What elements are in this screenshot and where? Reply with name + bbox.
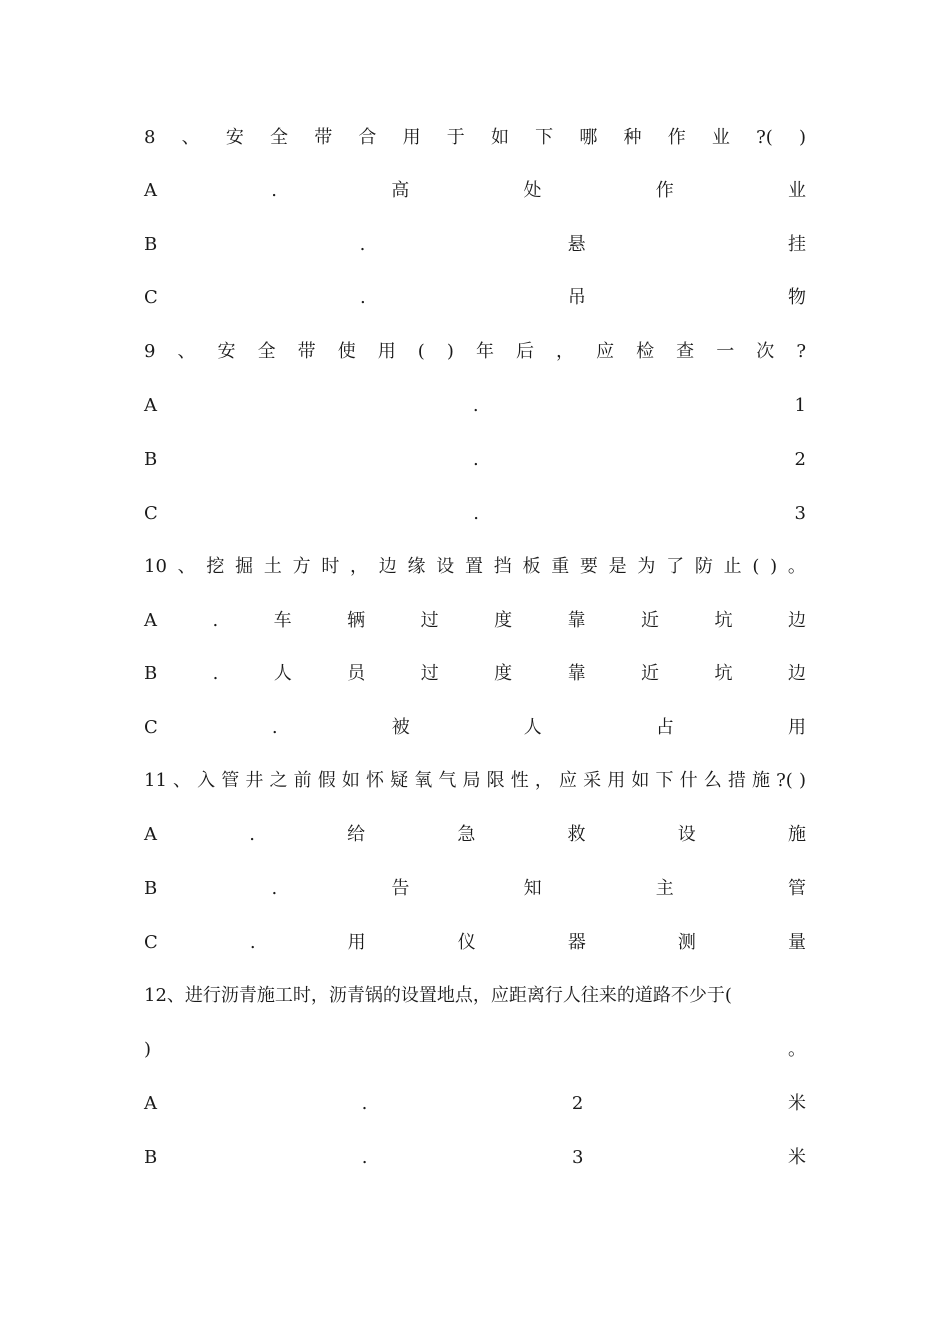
text-token: 米 (787, 1147, 806, 1168)
text-token: B (144, 878, 158, 899)
text-token: 是 (608, 556, 627, 577)
text-token: . (271, 878, 278, 899)
text-token: . (359, 287, 366, 308)
text-token: . (249, 824, 255, 845)
answer-option (144, 659, 806, 689)
text-token: 如 (341, 770, 360, 791)
text-token: ) (798, 770, 806, 791)
text-token: 度 (494, 610, 513, 631)
text-token: 假 (317, 770, 336, 791)
text-token: C (144, 717, 158, 738)
text-token: B (144, 449, 158, 470)
text-token: 11 (144, 770, 167, 791)
text-token: . (473, 449, 479, 470)
text-token: 靠 (567, 610, 586, 631)
text-token: A (144, 610, 157, 631)
text-token: 板 (522, 556, 541, 577)
text-token: 、 (181, 127, 200, 148)
text-token: 用 (347, 932, 366, 953)
text-token: 怀 (366, 770, 385, 791)
text-token: 高 (391, 180, 410, 201)
text-token: 作 (655, 180, 674, 201)
answer-option (144, 445, 806, 475)
text-token: . (271, 717, 278, 738)
text-token: 作 (667, 127, 686, 148)
text-token: 被 (391, 717, 410, 738)
text-token: 时 (321, 556, 340, 577)
text-token: 要 (579, 556, 598, 577)
text-token: 坑 (714, 610, 733, 631)
text-token: 什 (679, 770, 698, 791)
text-token: 1 (794, 395, 806, 416)
answer-option (144, 230, 806, 260)
text-token: ( (752, 556, 760, 577)
text-token: 之 (269, 770, 288, 791)
text-token: 种 (623, 127, 642, 148)
text-token: 如 (631, 770, 650, 791)
text-token: 全 (257, 341, 276, 362)
text-token: 挡 (493, 556, 512, 577)
text-token: B (144, 663, 158, 684)
text-token: 过 (420, 663, 439, 684)
text-token: 应 (596, 341, 615, 362)
text-token: ? (796, 341, 806, 362)
text-token: 人 (523, 717, 542, 738)
text-token: 人 (273, 663, 292, 684)
text-token: 测 (677, 932, 696, 953)
text-token: C (144, 287, 158, 308)
text-token: 用 (787, 717, 806, 738)
text-token: B (144, 234, 158, 255)
text-token: 重 (551, 556, 570, 577)
text-token: 次 (756, 341, 775, 362)
text-token: 检 (636, 341, 655, 362)
text-token: 方 (292, 556, 311, 577)
text-token: 边 (787, 610, 806, 631)
text-token: 2 (794, 449, 806, 470)
text-token: 近 (641, 663, 660, 684)
text-token: 性 (510, 770, 529, 791)
text-token: 知 (523, 878, 542, 899)
text-token: 8 (144, 127, 156, 148)
text-token: 全 (270, 127, 289, 148)
text-token: 用 (377, 341, 396, 362)
text-token: 哪 (579, 127, 598, 148)
text-token: 气 (438, 770, 457, 791)
question-stem (144, 981, 806, 1011)
text-token: 疑 (390, 770, 409, 791)
text-token: 前 (293, 770, 312, 791)
text-token: 挖 (206, 556, 225, 577)
text-token: 氧 (414, 770, 433, 791)
text-token: 2 (571, 1093, 584, 1114)
answer-option (144, 874, 806, 904)
question-stem (144, 123, 806, 153)
text-token: 局 (462, 770, 481, 791)
text-token: 掘 (235, 556, 254, 577)
text-token: 告 (391, 878, 410, 899)
text-token: 为 (637, 556, 656, 577)
text-token: 业 (711, 127, 730, 148)
text-token: 业 (787, 180, 806, 201)
text-token: 器 (567, 932, 586, 953)
text-token: 、 (177, 556, 196, 577)
text-token: 。 (788, 1039, 806, 1060)
text-token: 量 (787, 932, 806, 953)
text-token: 下 (535, 127, 554, 148)
text-token: . (361, 1147, 368, 1168)
text-token: 急 (457, 824, 476, 845)
text-token: 后 (515, 341, 534, 362)
text-token: ) (144, 1039, 152, 1060)
question-stem (144, 337, 806, 367)
text-token: 下 (655, 770, 674, 791)
text-token: ) (798, 127, 806, 148)
question-stem-continued (144, 1035, 806, 1065)
text-token: . (271, 180, 277, 201)
answer-option (144, 283, 806, 313)
text-token: ， (350, 556, 369, 577)
text-token: . (359, 234, 366, 255)
text-token: 悬 (567, 234, 586, 255)
text-token: 限 (486, 770, 505, 791)
text-token: 管 (221, 770, 240, 791)
text-token: 应 (559, 770, 578, 791)
text-token: 主 (655, 878, 674, 899)
text-token: 占 (655, 717, 674, 738)
text-token: 吊 (567, 287, 586, 308)
text-token: 么 (703, 770, 722, 791)
text-token: 处 (523, 180, 542, 201)
text-token: ) (446, 341, 454, 362)
answer-option (144, 820, 806, 850)
text-token: ) (770, 556, 778, 577)
text-token: ?( (776, 770, 793, 791)
text-token: 辆 (347, 610, 366, 631)
text-token: 9 (144, 341, 156, 362)
text-token: 员 (347, 663, 366, 684)
answer-option (144, 176, 806, 206)
text-token: 度 (494, 663, 513, 684)
text-token: 设 (677, 824, 696, 845)
text-token: ， (556, 341, 575, 362)
text-token: 使 (337, 341, 356, 362)
text-token: 用 (402, 127, 421, 148)
text-token: 边 (378, 556, 397, 577)
text-token: 施 (752, 770, 771, 791)
text-token: . (473, 503, 480, 524)
text-token: 安 (225, 127, 244, 148)
text-token: ， (534, 770, 553, 791)
text-token: A (144, 395, 157, 416)
text-token: B (144, 1147, 158, 1168)
text-token: 、 (177, 341, 196, 362)
text-token: 10 (144, 556, 167, 577)
text-token: 管 (787, 878, 806, 899)
text-token: 3 (572, 1147, 584, 1168)
text-token: 措 (727, 770, 746, 791)
text-token: 土 (263, 556, 282, 577)
text-token: 入 (197, 770, 216, 791)
text-token: 边 (787, 663, 806, 684)
answer-option (144, 391, 806, 421)
text-token: 查 (676, 341, 695, 362)
text-token: . (212, 663, 219, 684)
text-token: 用 (607, 770, 626, 791)
text-token: 合 (358, 127, 377, 148)
text-token: 采 (583, 770, 602, 791)
text-token: 。 (787, 556, 806, 577)
text-token: 3 (794, 503, 806, 524)
answer-option (144, 606, 806, 636)
question-text: 12、进行沥青施工时，沥青锅的设置地点，应距离行人往来的道路不少于( (144, 985, 732, 1006)
text-token: 挂 (788, 234, 806, 255)
text-token: 施 (787, 824, 806, 845)
answer-option (144, 1143, 806, 1173)
text-token: 给 (347, 824, 366, 845)
text-token: 年 (475, 341, 494, 362)
text-token: 带 (297, 341, 316, 362)
text-token: C (144, 932, 158, 953)
text-token: 置 (464, 556, 483, 577)
text-token: 于 (446, 127, 465, 148)
text-token: 如 (490, 127, 509, 148)
text-token: 物 (787, 287, 806, 308)
text-token: 一 (716, 341, 735, 362)
text-token: 了 (666, 556, 685, 577)
text-token: 近 (641, 610, 660, 631)
text-token: . (472, 395, 479, 416)
text-token: C (144, 503, 158, 524)
text-token: 米 (787, 1093, 806, 1114)
text-token: . (361, 1093, 368, 1114)
text-token: 靠 (567, 663, 586, 684)
text-token: 仪 (457, 932, 476, 953)
text-token: A (144, 1093, 157, 1114)
text-token: 缘 (407, 556, 426, 577)
text-token: 、 (173, 770, 192, 791)
text-token: 过 (420, 610, 439, 631)
text-token: ?( (756, 127, 773, 148)
text-token: A (144, 180, 157, 201)
answer-option (144, 713, 806, 743)
text-token: 安 (217, 341, 236, 362)
text-token: 车 (273, 610, 292, 631)
text-token: 带 (314, 127, 333, 148)
answer-option (144, 1089, 806, 1119)
text-token: 止 (723, 556, 742, 577)
text-token: 坑 (714, 663, 733, 684)
answer-option (144, 499, 806, 529)
question-stem (144, 552, 806, 582)
text-token: 井 (245, 770, 264, 791)
text-token: ( (417, 341, 425, 362)
answer-option (144, 928, 806, 958)
text-token: 设 (436, 556, 455, 577)
question-stem (144, 766, 806, 796)
text-token: A (144, 824, 157, 845)
text-token: 防 (694, 556, 713, 577)
text-token: 救 (567, 824, 586, 845)
text-token: . (249, 932, 256, 953)
text-token: . (212, 610, 219, 631)
